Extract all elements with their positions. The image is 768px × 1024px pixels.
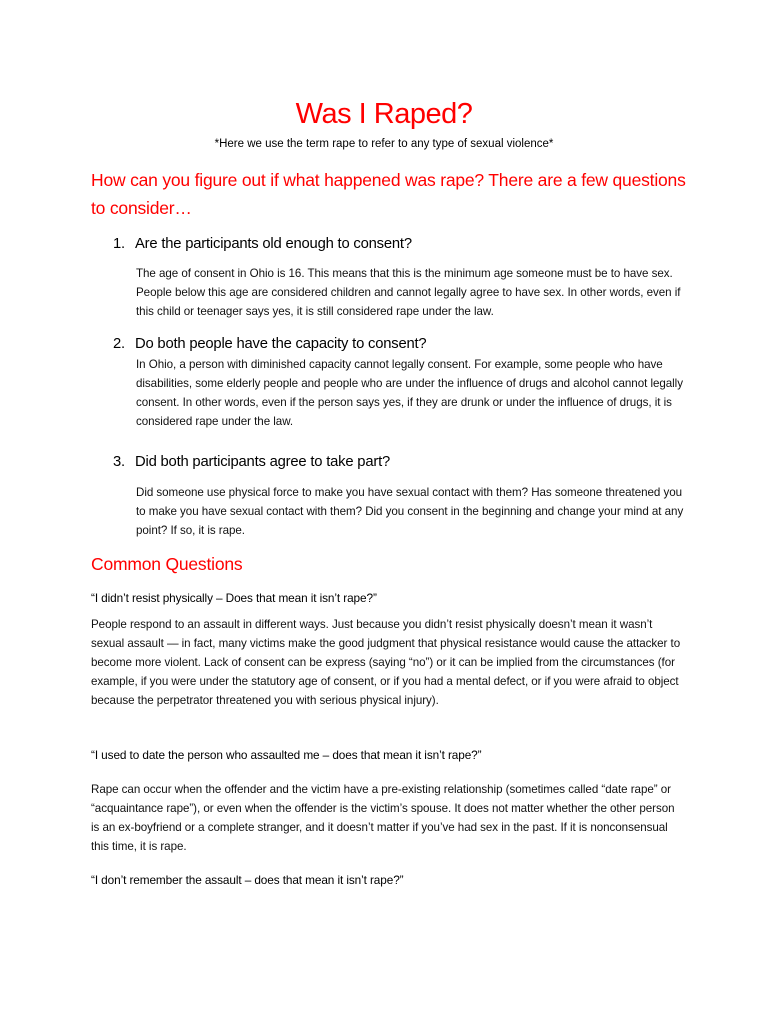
question-number: 3. (113, 454, 125, 470)
question-text: Did both participants agree to take part? (135, 454, 391, 470)
page-subtitle: *Here we use the term rape to refer to any type of sexual violence* (214, 138, 554, 150)
common-question-3: “I don’t remember the assault – does that mean it isn’t rape?” (91, 873, 404, 887)
question-text: Do both people have the capacity to consent? (135, 336, 427, 352)
question-number: 1. (113, 236, 125, 252)
question-2-body: In Ohio, a person with diminished capacity cannot legally consent. For example, some people who have disabilities, some elderly people and people who are under the influence of drugs and alcohol cannot legally consent. In other words, even if the person says yes, if they are drunk or under the influence of drugs, it is considered rape under the law. (136, 358, 683, 428)
question-1-body: The age of consent in Ohio is 16. This means that this is the minimum age someone must be to have sex. People below this age are considered children and cannot legally agree to have sex. In other words, even if this child or teenager says yes, it is still considered rape under the law. (136, 267, 681, 318)
question-3-heading (113, 452, 713, 472)
question-1-heading (113, 234, 713, 254)
common-answer-2: Rape can occur when the offender and the victim have a pre-existing relationship (sometimes called “date rape” or “acquaintance rape”), or even when the offender is the victim’s spouse. It does not matter whether the other person is an ex-boyfriend or a complete stranger, and it doesn’t matter if you’ve had sex in the past. If it is nonconsensual this time, it is rape. (91, 783, 675, 853)
question-text: Are the participants old enough to consent? (135, 236, 412, 252)
common-question-1: “I didn’t resist physically – Does that mean it isn’t rape?” (91, 591, 377, 605)
question-2-heading (113, 334, 713, 354)
common-answer-1: People respond to an assault in different ways. Just because you didn’t resist physically doesn’t mean it wasn’t sexual assault — in fact, many victims make the good judgment that physical resistance would cause the attacker to become more violent. Lack of consent can be express (saying “no”) or it can be implied from the circumstances (for example, if you were under the statutory age of consent, or if you had a mental defect, or if you were afraid to object because the perpetrator threatened you with serious physical injury). (91, 618, 681, 707)
common-question-2: “I used to date the person who assaulted me – does that mean it isn’t rape?” (91, 748, 482, 762)
page-title: Was I Raped? (295, 98, 473, 130)
lead-heading: How can you figure out if what happened was rape? There are a few questions to consider… (91, 170, 686, 218)
question-3-body: Did someone use physical force to make you have sexual contact with them? Has someone threatened you to make you have sexual contact with them? Did you consent in the beginning and change your mind at any point? If so, it is rape. (136, 486, 684, 537)
common-questions-heading: Common Questions (91, 554, 243, 574)
question-number: 2. (113, 336, 125, 352)
